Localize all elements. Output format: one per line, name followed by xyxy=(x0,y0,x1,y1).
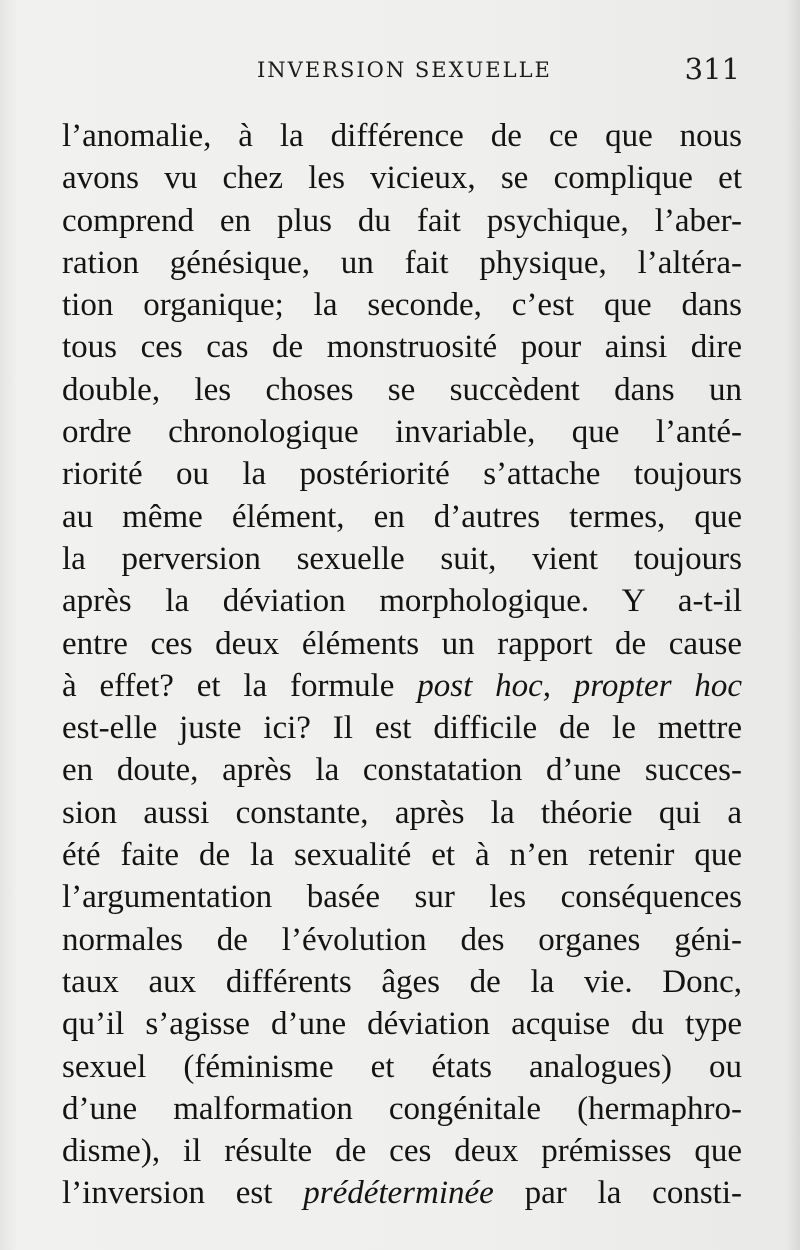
text-segment: avons vu chez les vicieux, se complique et xyxy=(62,160,742,197)
text-line xyxy=(62,623,742,665)
text-line xyxy=(62,876,742,918)
text-segment: ration génésique, un fait physique, l’altéra- xyxy=(62,244,742,281)
text-segment: par la consti- xyxy=(493,1175,742,1212)
text-segment: tion organique; la seconde, c’est que dans xyxy=(62,287,742,324)
text-line xyxy=(62,496,742,538)
text-segment: taux aux différents âges de la vie. Donc, xyxy=(62,963,742,1000)
text-line xyxy=(62,115,742,157)
italic-text: prédéterminée xyxy=(303,1175,494,1212)
running-head xyxy=(62,52,742,92)
text-segment: l’inversion est xyxy=(62,1175,304,1212)
text-line xyxy=(62,1130,742,1172)
text-line xyxy=(62,284,742,326)
text-segment: été faite de la sexualité et à n’en retenir que xyxy=(62,837,742,874)
text-line xyxy=(62,749,742,791)
text-line xyxy=(62,369,742,411)
text-line xyxy=(62,200,742,242)
text-segment: d’une malformation congénitale (hermaphro- xyxy=(62,1090,742,1127)
text-line xyxy=(62,665,742,707)
text-line xyxy=(62,453,742,495)
text-line xyxy=(62,157,742,199)
text-line xyxy=(62,919,742,961)
text-segment: riorité ou la postériorité s’attache toujours xyxy=(62,456,742,493)
text-segment: disme), il résulte de ces deux prémisses que xyxy=(62,1133,742,1170)
body-text xyxy=(62,115,742,1215)
text-segment: qu’il s’agisse d’une déviation acquise du type xyxy=(62,1006,742,1043)
text-line xyxy=(62,242,742,284)
text-segment: la perversion sexuelle suit, vient toujours xyxy=(62,540,742,577)
text-segment: à effet? et la formule xyxy=(62,667,418,704)
text-line xyxy=(62,1003,742,1045)
text-line xyxy=(62,1172,742,1214)
text-segment: normales de l’évolution des organes géni- xyxy=(62,921,742,958)
text-segment: comprend en plus du fait psychique, l’aber- xyxy=(62,202,742,239)
text-segment: double, les choses se succèdent dans un xyxy=(62,371,742,408)
text-line xyxy=(62,792,742,834)
text-segment: est-elle juste ici? Il est difficile de le mettre xyxy=(62,710,742,747)
text-line xyxy=(62,1046,742,1088)
text-segment: après la déviation morphologique. Y a-t-il xyxy=(62,583,742,620)
italic-text: post hoc, propter hoc xyxy=(417,667,742,704)
text-line xyxy=(62,834,742,876)
text-segment: l’argumentation basée sur les conséquences xyxy=(62,879,742,916)
text-line xyxy=(62,961,742,1003)
text-line xyxy=(62,538,742,580)
running-head-title: INVERSION SEXUELLE xyxy=(257,58,552,82)
text-segment: au même élément, en d’autres termes, que xyxy=(62,498,742,535)
text-segment: tous ces cas de monstruosité pour ainsi dire xyxy=(62,329,742,366)
text-line xyxy=(62,580,742,622)
text-segment: sion aussi constante, après la théorie qui a xyxy=(62,794,742,831)
text-line xyxy=(62,1088,742,1130)
text-line xyxy=(62,411,742,453)
text-segment: sexuel (féminisme et états analogues) ou xyxy=(62,1048,742,1085)
text-segment: l’anomalie, à la différence de ce que nous xyxy=(62,118,742,154)
text-segment: en doute, après la constatation d’une succes- xyxy=(62,752,742,789)
text-segment: ordre chronologique invariable, que l’anté- xyxy=(62,414,742,451)
text-line xyxy=(62,707,742,749)
text-segment: entre ces deux éléments un rapport de cause xyxy=(62,625,742,662)
text-line xyxy=(62,326,742,368)
page-number: 311 xyxy=(684,52,740,86)
